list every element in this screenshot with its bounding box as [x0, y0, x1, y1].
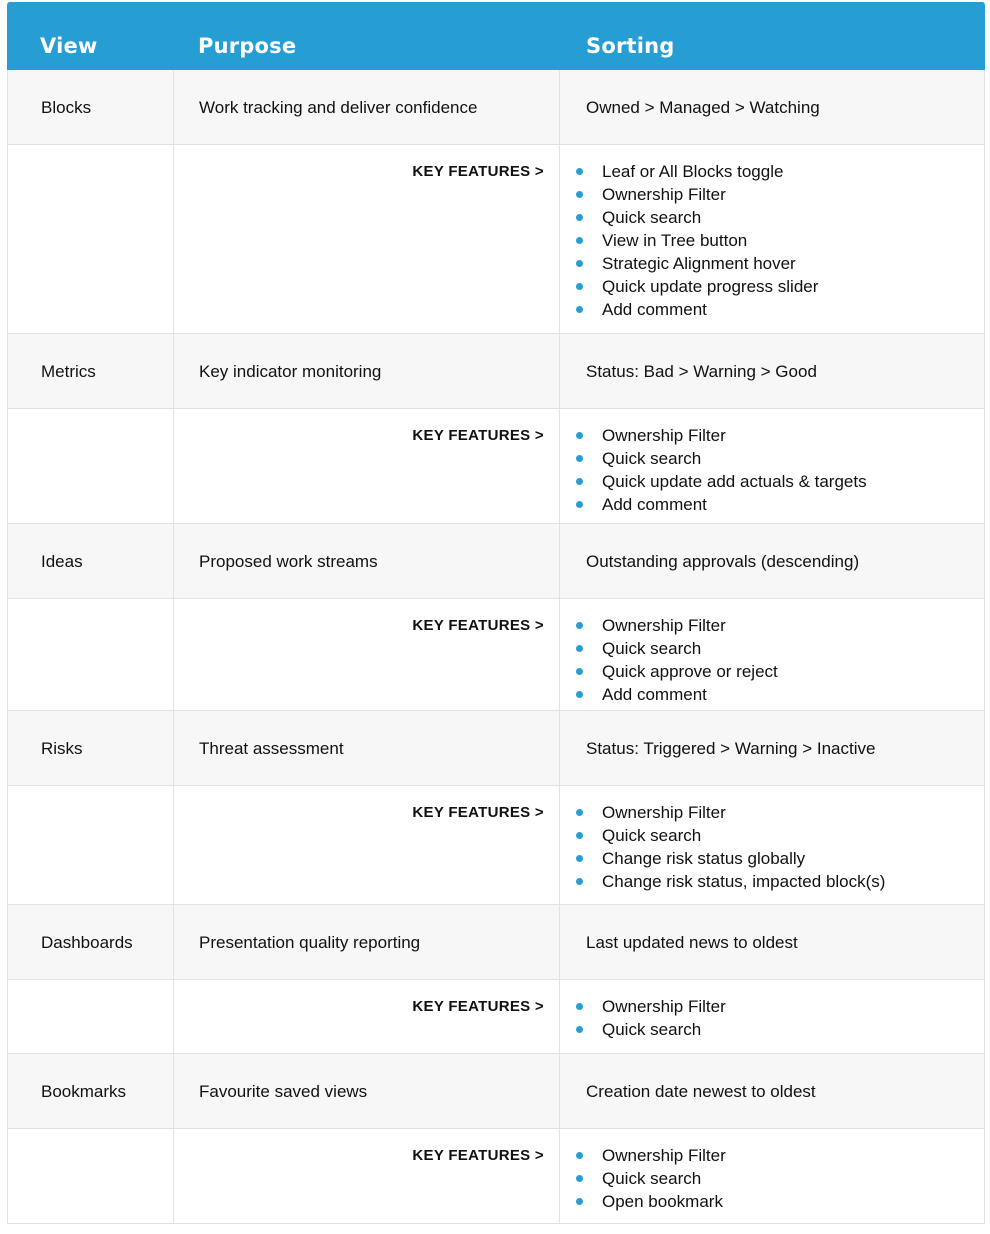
header-sorting: Sorting [586, 34, 675, 58]
features-list [560, 599, 984, 706]
empty-cell [8, 409, 174, 523]
feature-label: Ownership Filter [602, 1146, 726, 1165]
feature-item [576, 183, 984, 206]
view-sorting: Last updated news to oldest [586, 933, 798, 952]
feature-item [576, 870, 984, 893]
key-features-label: KEY FEATURES > [174, 599, 560, 710]
features-row [7, 980, 985, 1054]
bullet-icon [576, 668, 583, 675]
feature-label: Open bookmark [602, 1192, 723, 1211]
header-purpose: Purpose [198, 34, 297, 58]
bullet-icon [576, 168, 583, 175]
features-cell [560, 786, 984, 904]
feature-item [576, 1167, 984, 1190]
bullet-icon [576, 1026, 583, 1033]
feature-item [576, 824, 984, 847]
features-list [560, 409, 984, 516]
bullet-icon [576, 501, 583, 508]
bullet-icon [576, 455, 583, 462]
features-list [560, 980, 984, 1041]
bullet-icon [576, 260, 583, 267]
key-features-label: KEY FEATURES > [174, 145, 560, 333]
view-name: Blocks [8, 70, 174, 144]
key-features-label: KEY FEATURES > [174, 980, 560, 1053]
view-purpose: Presentation quality reporting [174, 905, 560, 979]
table-row [7, 1054, 985, 1129]
feature-item [576, 847, 984, 870]
key-features-label: KEY FEATURES > [174, 1129, 560, 1223]
view-sorting: Outstanding approvals (descending) [586, 552, 860, 571]
features-cell [560, 599, 984, 710]
feature-item [576, 424, 984, 447]
feature-item [576, 1190, 984, 1213]
feature-label: Ownership Filter [602, 803, 726, 822]
view-sorting: Status: Triggered > Warning > Inactive [586, 739, 876, 758]
feature-label: Quick search [602, 449, 702, 468]
feature-label: Ownership Filter [602, 426, 726, 445]
view-name: Risks [8, 711, 174, 785]
table-row [7, 711, 985, 786]
features-cell [560, 1129, 984, 1223]
feature-item [576, 683, 984, 706]
feature-label: Ownership Filter [602, 185, 726, 204]
features-row [7, 1129, 985, 1224]
bullet-icon [576, 191, 583, 198]
key-features-label: KEY FEATURES > [174, 786, 560, 904]
features-row [7, 145, 985, 334]
feature-label: Leaf or All Blocks toggle [602, 162, 784, 181]
feature-item [576, 447, 984, 470]
view-purpose: Proposed work streams [174, 524, 560, 598]
features-cell [560, 980, 984, 1053]
view-sorting: Status: Bad > Warning > Good [586, 362, 817, 381]
table-row [7, 905, 985, 980]
feature-label: Add comment [602, 495, 707, 514]
feature-label: Ownership Filter [602, 616, 726, 635]
feature-item [576, 614, 984, 637]
bullet-icon [576, 432, 583, 439]
feature-item [576, 470, 984, 493]
view-name: Bookmarks [8, 1054, 174, 1128]
feature-label: Quick search [602, 1169, 702, 1188]
view-purpose: Work tracking and deliver confidence [174, 70, 560, 144]
feature-label: Quick search [602, 639, 702, 658]
feature-item [576, 493, 984, 516]
feature-item [576, 801, 984, 824]
bullet-icon [576, 691, 583, 698]
empty-cell [8, 1129, 174, 1223]
empty-cell [8, 599, 174, 710]
view-purpose: Favourite saved views [174, 1054, 560, 1128]
features-list [560, 145, 984, 321]
bullet-icon [576, 1198, 583, 1205]
feature-label: Change risk status globally [602, 849, 806, 868]
feature-item [576, 229, 984, 252]
table-header [7, 2, 985, 70]
view-name: Ideas [8, 524, 174, 598]
view-name: Metrics [8, 334, 174, 408]
bullet-icon [576, 645, 583, 652]
feature-label: Strategic Alignment hover [602, 254, 796, 273]
feature-label: Quick search [602, 208, 702, 227]
bullet-icon [576, 1152, 583, 1159]
feature-label: Quick search [602, 1020, 702, 1039]
table-row [7, 70, 985, 145]
bullet-icon [576, 855, 583, 862]
bullet-icon [576, 878, 583, 885]
bullet-icon [576, 237, 583, 244]
feature-item [576, 1018, 984, 1041]
bullet-icon [576, 306, 583, 313]
empty-cell [8, 145, 174, 333]
feature-label: View in Tree button [602, 231, 748, 250]
features-row [7, 409, 985, 524]
bullet-icon [576, 478, 583, 485]
feature-item [576, 160, 984, 183]
feature-item [576, 637, 984, 660]
feature-item [576, 275, 984, 298]
views-table [7, 2, 985, 1224]
view-name: Dashboards [8, 905, 174, 979]
feature-item [576, 660, 984, 683]
empty-cell [8, 980, 174, 1053]
view-purpose: Key indicator monitoring [174, 334, 560, 408]
feature-item [576, 252, 984, 275]
view-sorting: Creation date newest to oldest [586, 1082, 816, 1101]
feature-label: Change risk status, impacted block(s) [602, 872, 886, 891]
table-row [7, 524, 985, 599]
feature-item [576, 298, 984, 321]
feature-label: Add comment [602, 300, 707, 319]
features-row [7, 786, 985, 905]
table-row [7, 334, 985, 409]
empty-cell [8, 786, 174, 904]
feature-label: Ownership Filter [602, 997, 726, 1016]
feature-label: Quick update progress slider [602, 277, 819, 296]
bullet-icon [576, 832, 583, 839]
table-body [7, 70, 985, 1224]
feature-label: Quick search [602, 826, 702, 845]
bullet-icon [576, 1003, 583, 1010]
features-cell [560, 145, 984, 333]
features-cell [560, 409, 984, 523]
bullet-icon [576, 1175, 583, 1182]
bullet-icon [576, 809, 583, 816]
feature-item [576, 995, 984, 1018]
bullet-icon [576, 283, 583, 290]
bullet-icon [576, 622, 583, 629]
key-features-label: KEY FEATURES > [174, 409, 560, 523]
feature-label: Add comment [602, 685, 707, 704]
feature-item [576, 206, 984, 229]
features-row [7, 599, 985, 711]
feature-label: Quick approve or reject [602, 662, 778, 681]
features-list [560, 786, 984, 893]
feature-label: Quick update add actuals & targets [602, 472, 867, 491]
view-purpose: Threat assessment [174, 711, 560, 785]
view-sorting: Owned > Managed > Watching [586, 98, 820, 117]
bullet-icon [576, 214, 583, 221]
features-list [560, 1129, 984, 1213]
header-view: View [40, 34, 98, 58]
feature-item [576, 1144, 984, 1167]
